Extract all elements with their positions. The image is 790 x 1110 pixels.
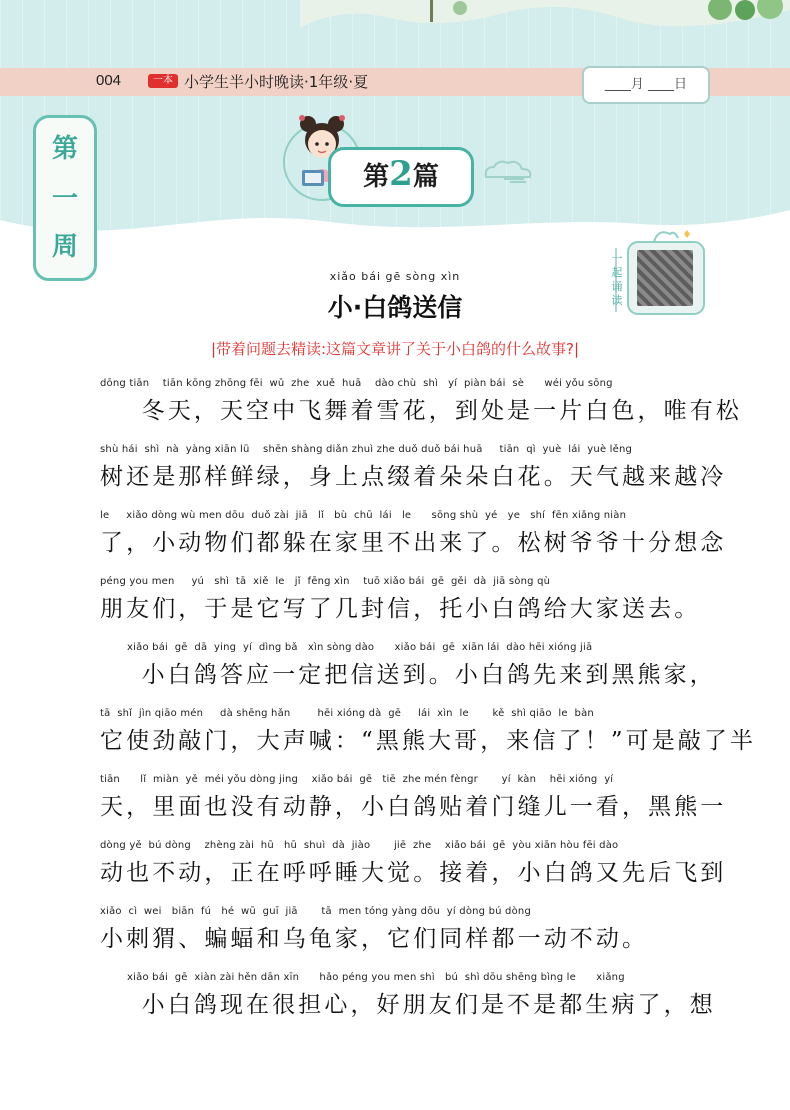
text-line xyxy=(100,444,727,492)
line-pinyin: tiān lǐ miàn yě méi yǒu dòng jing xiǎo bái gē tiē zhe mén fèngr yí kàn hēi xióng yí xyxy=(100,774,614,785)
line-text: 朋友们，于是它写了几封信，托小白鸽给大家送去。 xyxy=(100,596,701,622)
chapter-suffix: 篇 xyxy=(412,162,439,192)
line-pinyin: tā shǐ jìn qiāo mén dà shēng hǎn hēi xióng dà gē lái xìn le kě shì qiāo le bàn xyxy=(100,708,594,719)
line-pinyin: shù hái shì nà yàng xiān lǜ shēn shàng diǎn zhuì zhe duǒ duǒ bái huā tiān qì yuè lái yuè lěng xyxy=(100,444,633,455)
cloud-icon xyxy=(478,155,538,185)
line-pinyin: péng you men yú shì tā xiě le jǐ fēng xìn tuō xiǎo bái gē gěi dà jiā sòng qù xyxy=(100,576,551,587)
text-line xyxy=(100,840,727,888)
story-title: 小·白鸽送信 xyxy=(327,293,463,322)
line-pinyin: le xiǎo dòng wù men dōu duǒ zài jiā lǐ bù chū lái le sōng shù yé ye shí fēn xiǎng niàn xyxy=(100,510,627,521)
page-number: 004 xyxy=(96,72,122,89)
brand-badge: 一本 xyxy=(148,74,178,88)
line-text: 小刺猬、蝙蝠和乌龟家，它们同样都一动不动。 xyxy=(100,926,649,952)
text-line xyxy=(100,972,716,1020)
text-line xyxy=(100,642,716,690)
read-along-label: 一起诵读 xyxy=(611,252,623,307)
text-line xyxy=(100,510,727,558)
reading-question: |带着问题去精读:这篇文章讲了关于小白鸽的什么故事?| xyxy=(210,340,580,358)
text-line xyxy=(100,906,700,954)
line-pinyin: xiǎo bái gē xiàn zài hěn dān xīn hǎo péng you men shì bú shì dōu shēng bìng le xiǎng xyxy=(100,972,625,983)
line-text: 它使劲敲门，大声喊：“黑熊大哥，来信了！”可是敲了半 xyxy=(100,728,757,754)
date-field[interactable]: ____月 ____日 xyxy=(582,66,710,104)
title-pinyin: xiǎo bái gē sòng xìn xyxy=(329,270,461,283)
chapter-number: 2 xyxy=(389,154,413,194)
line-text: 动也不动，正在呼呼睡大觉。接着，小白鸽又先后飞到 xyxy=(100,860,727,886)
week-char-2: 一 xyxy=(51,184,78,214)
line-text: 了，小动物们都躲在家里不出来了。松树爷爷十分想念 xyxy=(100,530,727,556)
text-line xyxy=(100,774,727,822)
line-pinyin: dòng yě bú dòng zhèng zài hū hū shuì dà jiào jiē zhe xiǎo bái gē yòu xiān hòu fēi dào xyxy=(100,840,619,851)
line-pinyin: dōng tiān tiān kōng zhōng fēi wǔ zhe xuě huā dào chù shì yí piàn bái sè wéi yǒu sōng xyxy=(100,378,613,389)
line-text: 天，里面也没有动静，小白鸽贴着门缝儿一看，黑熊一 xyxy=(100,794,727,820)
scenery-illustration xyxy=(300,0,790,28)
line-pinyin: xiǎo cì wei biān fú hé wū guī jiā tā men tóng yàng dōu yí dòng bú dòng xyxy=(100,906,532,917)
week-char-1: 第 xyxy=(51,134,78,164)
line-text: 冬天，天空中飞舞着雪花，到处是一片白色，唯有松 xyxy=(100,398,742,424)
chapter-prefix: 第 xyxy=(363,162,390,192)
chapter-heading xyxy=(328,147,474,207)
week-char-3: 周 xyxy=(51,232,78,262)
line-text: 小白鸽答应一定把信送到。小白鸽先来到黑熊家， xyxy=(100,662,716,688)
text-line xyxy=(100,576,700,624)
week-label xyxy=(33,115,97,281)
line-pinyin: xiǎo bái gē dā ying yí dìng bǎ xìn sòng dào xiǎo bái gē xiān lái dào hēi xióng jiā xyxy=(100,642,593,653)
line-text: 树还是那样鲜绿，身上点缀着朵朵白花。天气越来越冷 xyxy=(100,464,727,490)
line-text: 小白鸽现在很担心，好朋友们是不是都生病了，想 xyxy=(100,992,716,1018)
book-title: 小学生半小时晚读·1年级·夏 xyxy=(184,73,369,91)
text-line xyxy=(100,378,742,426)
text-line xyxy=(100,708,757,756)
